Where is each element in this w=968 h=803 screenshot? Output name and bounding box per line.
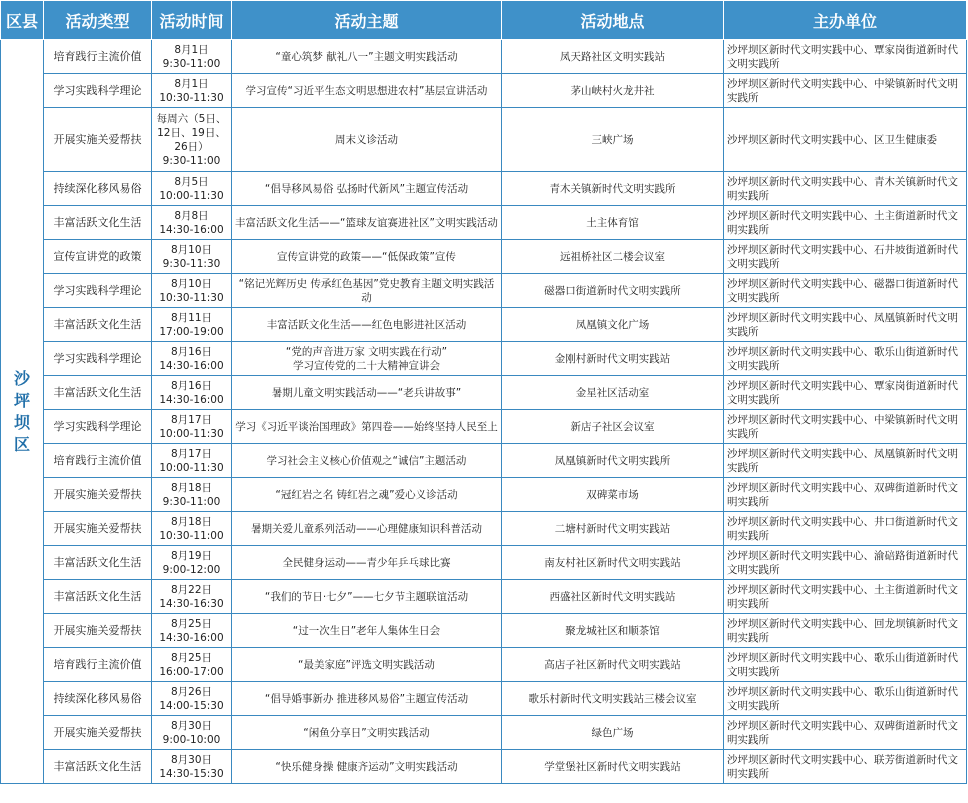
activity-place-cell: 高店子社区新时代文明实践站	[502, 648, 724, 682]
activity-place-cell: 聚龙城社区和顺茶馆	[502, 614, 724, 648]
organizer-cell: 沙坪坝区新时代文明实践中心、覃家岗街道新时代文明实践所	[724, 376, 967, 410]
activity-topic-cell: “快乐健身操 健康齐运动”文明实践活动	[232, 750, 502, 784]
activity-type-cell: 培育践行主流价值	[44, 444, 152, 478]
table-row	[1, 648, 967, 682]
activity-type-cell: 培育践行主流价值	[44, 40, 152, 74]
activity-place-cell: 二塘村新时代文明实践站	[502, 512, 724, 546]
table-row	[1, 478, 967, 512]
activity-place-cell: 绿色广场	[502, 716, 724, 750]
activity-type-cell: 丰富活跃文化生活	[44, 546, 152, 580]
activity-place-cell: 磁器口街道新时代文明实践所	[502, 274, 724, 308]
table-row	[1, 512, 967, 546]
activity-topic-cell: 丰富活跃文化生活——红色电影进社区活动	[232, 308, 502, 342]
activity-place-cell: 学堂堡社区新时代文明实践站	[502, 750, 724, 784]
activity-type-cell: 丰富活跃文化生活	[44, 580, 152, 614]
organizer-cell: 沙坪坝区新时代文明实践中心、覃家岗街道新时代文明实践所	[724, 40, 967, 74]
activity-type-cell: 学习实践科学理论	[44, 74, 152, 108]
activity-time-cell: 每周六（5日、12日、19日、26日） 9:30-11:00	[152, 108, 232, 172]
header-activity-topic: 活动主题	[232, 1, 502, 40]
organizer-cell: 沙坪坝区新时代文明实践中心、青木关镇新时代文明实践所	[724, 172, 967, 206]
activity-type-cell: 宣传宣讲党的政策	[44, 240, 152, 274]
activity-place-cell: 青木关镇新时代文明实践所	[502, 172, 724, 206]
activity-topic-cell: 暑期关爱儿童系列活动——心理健康知识科普活动	[232, 512, 502, 546]
organizer-cell: 沙坪坝区新时代文明实践中心、中梁镇新时代文明实践所	[724, 410, 967, 444]
activity-type-cell: 丰富活跃文化生活	[44, 376, 152, 410]
header-activity-type: 活动类型	[44, 1, 152, 40]
organizer-cell: 沙坪坝区新时代文明实践中心、土主街道新时代文明实践所	[724, 206, 967, 240]
activity-topic-cell: “党的声音进万家 文明实践在行动” 学习宣传党的二十大精神宣讲会	[232, 342, 502, 376]
table-row	[1, 614, 967, 648]
activity-place-cell: 南友村社区新时代文明实践站	[502, 546, 724, 580]
header-activity-time: 活动时间	[152, 1, 232, 40]
activity-time-cell: 8月1日 9:30-11:00	[152, 40, 232, 74]
activity-topic-cell: “过一次生日”老年人集体生日会	[232, 614, 502, 648]
activity-type-cell: 开展实施关爱帮扶	[44, 614, 152, 648]
header-activity-place: 活动地点	[502, 1, 724, 40]
activity-topic-cell: “最美家庭”评选文明实践活动	[232, 648, 502, 682]
activity-type-cell: 开展实施关爱帮扶	[44, 108, 152, 172]
activity-time-cell: 8月22日 14:30-16:30	[152, 580, 232, 614]
table-row	[1, 74, 967, 108]
activity-place-cell: 凤凰镇文化广场	[502, 308, 724, 342]
activity-time-cell: 8月18日 10:30-11:00	[152, 512, 232, 546]
table-row	[1, 410, 967, 444]
activity-time-cell: 8月16日 14:30-16:00	[152, 342, 232, 376]
activity-topic-cell: 学习《习近平谈治国理政》第四卷——始终坚持人民至上	[232, 410, 502, 444]
activity-topic-cell: 周末义诊活动	[232, 108, 502, 172]
activity-time-cell: 8月10日 9:30-11:30	[152, 240, 232, 274]
table-row	[1, 580, 967, 614]
organizer-cell: 沙坪坝区新时代文明实践中心、歌乐山街道新时代文明实践所	[724, 682, 967, 716]
organizer-cell: 沙坪坝区新时代文明实践中心、双碑街道新时代文明实践所	[724, 716, 967, 750]
organizer-cell: 沙坪坝区新时代文明实践中心、回龙坝镇新时代文明实践所	[724, 614, 967, 648]
activity-time-cell: 8月1日 10:30-11:30	[152, 74, 232, 108]
organizer-cell: 沙坪坝区新时代文明实践中心、凤凰镇新时代文明实践所	[724, 308, 967, 342]
activity-type-cell: 持续深化移风易俗	[44, 172, 152, 206]
organizer-cell: 沙坪坝区新时代文明实践中心、渝碚路街道新时代文明实践所	[724, 546, 967, 580]
activity-topic-cell: 学习社会主义核心价值观之“诚信”主题活动	[232, 444, 502, 478]
activity-type-cell: 学习实践科学理论	[44, 410, 152, 444]
table-row	[1, 108, 967, 172]
activity-topic-cell: “童心筑梦 献礼八一”主题文明实践活动	[232, 40, 502, 74]
activity-topic-cell: 丰富活跃文化生活——“篮球友谊赛进社区”文明实践活动	[232, 206, 502, 240]
activity-topic-cell: “铭记光辉历史 传承红色基因”党史教育主题文明实践活动	[232, 274, 502, 308]
table-row	[1, 40, 967, 74]
activity-type-cell: 开展实施关爱帮扶	[44, 512, 152, 546]
activity-place-cell: 新店子社区会议室	[502, 410, 724, 444]
activity-topic-cell: 宣传宣讲党的政策——“低保政策”宣传	[232, 240, 502, 274]
activity-time-cell: 8月25日 16:00-17:00	[152, 648, 232, 682]
activity-type-cell: 丰富活跃文化生活	[44, 206, 152, 240]
organizer-cell: 沙坪坝区新时代文明实践中心、磁器口街道新时代文明实践所	[724, 274, 967, 308]
activity-topic-cell: “冠红岩之名 铸红岩之魂”爱心义诊活动	[232, 478, 502, 512]
header-region: 区县	[1, 1, 44, 40]
activity-topic-cell: “倡导婚事新办 推进移风易俗”主题宣传活动	[232, 682, 502, 716]
activity-place-cell: 茅山峡村火龙井社	[502, 74, 724, 108]
activity-time-cell: 8月10日 10:30-11:30	[152, 274, 232, 308]
activity-topic-cell: “倡导移风易俗 弘扬时代新风”主题宣传活动	[232, 172, 502, 206]
organizer-cell: 沙坪坝区新时代文明实践中心、凤凰镇新时代文明实践所	[724, 444, 967, 478]
activity-place-cell: 凤凰镇新时代文明实践所	[502, 444, 724, 478]
organizer-cell: 沙坪坝区新时代文明实践中心、土主街道新时代文明实践所	[724, 580, 967, 614]
activity-time-cell: 8月30日 9:00-10:00	[152, 716, 232, 750]
activity-topic-cell: 全民健身运动——青少年乒乓球比赛	[232, 546, 502, 580]
activity-place-cell: 歌乐村新时代文明实践站三楼会议室	[502, 682, 724, 716]
activity-place-cell: 双碑菜市场	[502, 478, 724, 512]
activity-place-cell: 金星社区活动室	[502, 376, 724, 410]
organizer-cell: 沙坪坝区新时代文明实践中心、歌乐山街道新时代文明实践所	[724, 648, 967, 682]
table-row	[1, 172, 967, 206]
header-organizer: 主办单位	[724, 1, 967, 40]
activity-time-cell: 8月17日 10:00-11:30	[152, 410, 232, 444]
activity-time-cell: 8月8日 14:30-16:00	[152, 206, 232, 240]
region-cell: 沙坪坝区	[1, 40, 44, 784]
header-row	[1, 1, 967, 40]
activity-time-cell: 8月11日 17:00-19:00	[152, 308, 232, 342]
table-row	[1, 342, 967, 376]
table-row	[1, 308, 967, 342]
activity-time-cell: 8月30日 14:30-15:30	[152, 750, 232, 784]
activity-topic-cell: “我们的节日·七夕”——七夕节主题联谊活动	[232, 580, 502, 614]
organizer-cell: 沙坪坝区新时代文明实践中心、中梁镇新时代文明实践所	[724, 74, 967, 108]
activity-place-cell: 土主体育馆	[502, 206, 724, 240]
table-row	[1, 750, 967, 784]
activity-type-cell: 培育践行主流价值	[44, 648, 152, 682]
organizer-cell: 沙坪坝区新时代文明实践中心、石井坡街道新时代文明实践所	[724, 240, 967, 274]
activity-topic-cell: 学习宣传“习近平生态文明思想进农村”基层宣讲活动	[232, 74, 502, 108]
organizer-cell: 沙坪坝区新时代文明实践中心、联芳街道新时代文明实践所	[724, 750, 967, 784]
activity-type-cell: 学习实践科学理论	[44, 274, 152, 308]
table-row	[1, 682, 967, 716]
activity-place-cell: 远祖桥社区二楼会议室	[502, 240, 724, 274]
table-row	[1, 444, 967, 478]
table-row	[1, 546, 967, 580]
activity-place-cell: 三峡广场	[502, 108, 724, 172]
organizer-cell: 沙坪坝区新时代文明实践中心、井口街道新时代文明实践所	[724, 512, 967, 546]
table-row	[1, 240, 967, 274]
organizer-cell: 沙坪坝区新时代文明实践中心、双碑街道新时代文明实践所	[724, 478, 967, 512]
activity-time-cell: 8月5日 10:00-11:30	[152, 172, 232, 206]
activity-time-cell: 8月19日 9:00-12:00	[152, 546, 232, 580]
organizer-cell: 沙坪坝区新时代文明实践中心、歌乐山街道新时代文明实践所	[724, 342, 967, 376]
activity-place-cell: 金刚村新时代文明实践站	[502, 342, 724, 376]
activity-type-cell: 丰富活跃文化生活	[44, 750, 152, 784]
activity-time-cell: 8月25日 14:30-16:00	[152, 614, 232, 648]
activity-place-cell: 西盛社区新时代文明实践站	[502, 580, 724, 614]
organizer-cell: 沙坪坝区新时代文明实践中心、区卫生健康委	[724, 108, 967, 172]
activity-type-cell: 丰富活跃文化生活	[44, 308, 152, 342]
activity-type-cell: 学习实践科学理论	[44, 342, 152, 376]
activity-topic-cell: “闲鱼分享日”文明实践活动	[232, 716, 502, 750]
activity-time-cell: 8月18日 9:30-11:00	[152, 478, 232, 512]
table-row	[1, 376, 967, 410]
activity-time-cell: 8月26日 14:00-15:30	[152, 682, 232, 716]
table-row	[1, 274, 967, 308]
table-row	[1, 716, 967, 750]
table-row	[1, 206, 967, 240]
activity-type-cell: 开展实施关爱帮扶	[44, 478, 152, 512]
activity-type-cell: 开展实施关爱帮扶	[44, 716, 152, 750]
activity-time-cell: 8月16日 14:30-16:00	[152, 376, 232, 410]
activity-place-cell: 凤天路社区文明实践站	[502, 40, 724, 74]
activity-time-cell: 8月17日 10:00-11:30	[152, 444, 232, 478]
activity-topic-cell: 暑期儿童文明实践活动——“老兵讲故事”	[232, 376, 502, 410]
table-body	[1, 40, 967, 784]
activity-type-cell: 持续深化移风易俗	[44, 682, 152, 716]
